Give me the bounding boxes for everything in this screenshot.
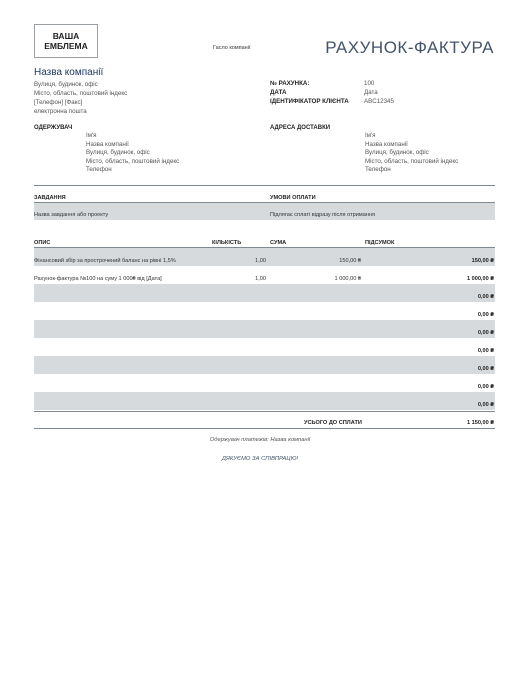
- row-band: [34, 320, 495, 338]
- invoice-number-label: № РАХУНКА:: [270, 80, 310, 87]
- payment-terms-value: Підлягає сплаті відразу після отримання: [270, 212, 376, 218]
- shipping-name: Ім'я: [365, 132, 376, 139]
- desc-header: ОПИС: [34, 240, 51, 246]
- shipping-label: АДРЕСА ДОСТАВКИ: [270, 125, 331, 131]
- item-total: 0,00 ₴: [477, 348, 494, 354]
- shipping-company: Назва компанії: [365, 140, 408, 148]
- thanks-note: ДЯКУЄМО ЗА СПІВПРАЦЮ!: [221, 456, 299, 462]
- logo-line-1: ВАША: [52, 31, 80, 41]
- recipient-city: Місто, область, поштовий індекс: [86, 157, 180, 165]
- item-desc: Рахунок-фактура №100 на суму 1 000₴ від [Дата]: [34, 276, 162, 282]
- document-title: РАХУНОК-ФАКТУРА: [325, 38, 494, 57]
- company-name: Назва компанії: [34, 67, 104, 78]
- divider: [34, 185, 495, 186]
- invoice-date-label: ДАТА: [270, 89, 287, 96]
- item-qty: 1,00: [255, 258, 266, 264]
- recipient-label: ОДЕРЖУВАЧ: [34, 125, 73, 131]
- item-sum: 1 000,00 ₴: [334, 276, 361, 282]
- task-header: ЗАВДАННЯ: [34, 195, 66, 201]
- invoice-date-value: Дата: [364, 89, 378, 96]
- shipping-city: Місто, область, поштовий індекс: [365, 157, 459, 165]
- grand-total-value: 1 150,00 ₴: [466, 420, 494, 426]
- item-total: 0,00 ₴: [477, 366, 494, 372]
- company-address: [34, 80, 127, 116]
- divider: [34, 428, 495, 429]
- item-total: 1 000,00 ₴: [466, 276, 494, 282]
- item-total: 0,00 ₴: [477, 330, 494, 336]
- payment-terms-header: УМОВИ ОПЛАТИ: [270, 195, 316, 201]
- qty-header: КІЛЬКІСТЬ: [212, 240, 242, 246]
- item-total: 0,00 ₴: [477, 294, 494, 300]
- client-id-row: [270, 97, 394, 106]
- row-band: [34, 392, 495, 410]
- grand-total-label: УСЬОГО ДО СПЛАТИ: [304, 420, 362, 426]
- item-sum: 150,00 ₴: [339, 258, 361, 264]
- row-band: [34, 284, 495, 302]
- recipient-address: [86, 132, 179, 175]
- company-street: Вулиця, будинок, офіс: [34, 81, 98, 88]
- sum-header: СУМА: [270, 240, 287, 246]
- shipping-street: Вулиця, будинок, офіс: [365, 149, 429, 157]
- recipient-name: Ім'я: [86, 132, 97, 139]
- shipping-address: [365, 132, 458, 175]
- logo-line-2: ЕМБЛЕМА: [44, 41, 88, 51]
- client-id-label: ІДЕНТИФІКАТОР КЛІЄНТА: [270, 98, 349, 105]
- company-slogan: Гасло компанії: [213, 45, 251, 51]
- row-band: [34, 356, 495, 374]
- payee-note: Одержувач платежів: Назва компанії: [209, 437, 311, 443]
- company-phone-fax: [Телефон] [Факс]: [34, 99, 83, 106]
- company-email: електронна пошта: [34, 108, 87, 115]
- item-total: 0,00 ₴: [477, 402, 494, 408]
- recipient-street: Вулиця, будинок, офіс: [86, 149, 150, 157]
- total-header: ПІДСУМОК: [365, 240, 395, 246]
- invoice-number-row: [270, 79, 394, 88]
- divider: [34, 411, 495, 412]
- invoice-meta: [270, 79, 394, 106]
- invoice-number-value: 100: [364, 80, 375, 87]
- task-value: Назва завдання або проекту: [34, 212, 109, 218]
- shipping-phone: Телефон: [365, 166, 391, 174]
- client-id-value: ABC12345: [364, 98, 394, 105]
- item-total: 0,00 ₴: [477, 312, 494, 318]
- item-desc: Фінансовий збір за прострочений баланс на рівні 1,5%: [34, 258, 176, 264]
- company-city: Місто, область, поштовий індекс: [34, 90, 128, 97]
- item-total: 0,00 ₴: [477, 384, 494, 390]
- invoice-date-row: [270, 88, 394, 97]
- item-total: 150,00 ₴: [471, 258, 494, 264]
- company-logo: [34, 24, 98, 58]
- item-qty: 1,00: [255, 276, 266, 282]
- recipient-phone: Телефон: [86, 166, 112, 174]
- recipient-company: Назва компанії: [86, 140, 129, 148]
